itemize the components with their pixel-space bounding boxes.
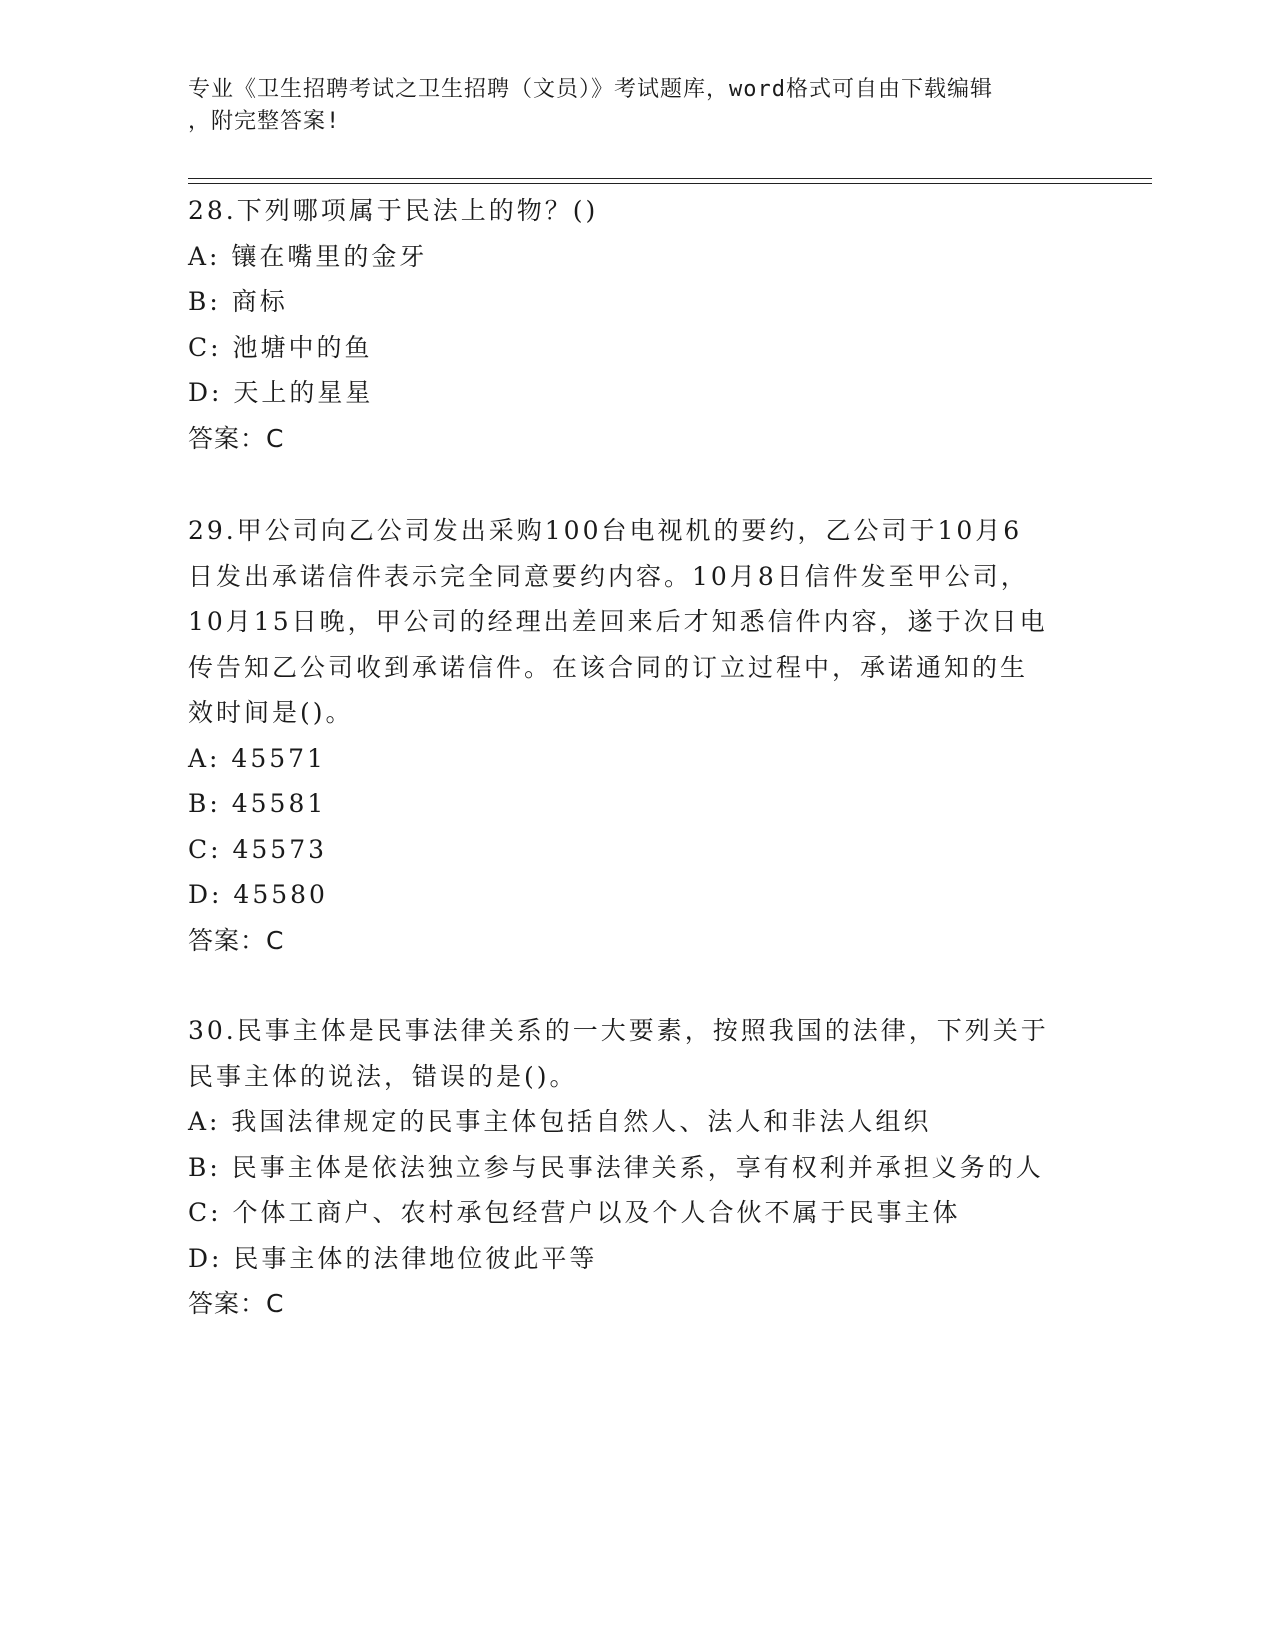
header-line-2: ，附完整答案! [188,109,341,134]
question-29 [188,508,1088,963]
option-c: C: 45573 [188,834,328,864]
option-b: B: 商标 [188,287,288,316]
option-d: D: 45580 [188,880,328,909]
header-rule-top [188,178,1152,179]
header-line-1: 专业《卫生招聘考试之卫生招聘（文员）》考试题库，word格式可自由下载编辑 [188,77,993,102]
option-c: C: 个体工商户、农村承包经营户以及个人合伙不属于民事主体 [188,1198,961,1227]
option-b: B: 民事主体是依法独立参与民事法律关系，享有权利并承担义务的人 [188,1152,1044,1182]
option-a: A: 镶在嘴里的金牙 [188,241,428,271]
answer-line: 答案：C [188,423,285,453]
question-28 [188,188,1088,461]
document-header [188,74,1068,138]
answer-line: 答案：C [188,925,285,955]
answer-line: 答案：C [188,1289,285,1318]
question-stem-line: 民事主体的说法，错误的是()。 [188,1061,578,1091]
question-stem-line: 传告知乙公司收到承诺信件。在该合同的订立过程中，承诺通知的生 [188,652,1029,682]
option-c: C: 池塘中的鱼 [188,332,373,362]
option-d: D: 民事主体的法律地位彼此平等 [188,1243,598,1273]
question-stem-line: 日发出承诺信件表示完全同意要约内容。10月8日信件发至甲公司， [188,561,1029,591]
question-stem-line: 29.甲公司向乙公司发出采购100台电视机的要约，乙公司于10月6 [188,516,1023,545]
option-a: A: 45571 [188,743,326,773]
question-stem: 28.下列哪项属于民法上的物？() [188,196,599,225]
option-a: A: 我国法律规定的民事主体包括自然人、法人和非法人组织 [188,1107,932,1136]
header-rule-bottom [188,183,1152,184]
question-stem-line: 30.民事主体是民事法律关系的一大要素，按照我国的法律，下列关于 [188,1016,1049,1045]
question-stem-line: 效时间是()。 [188,698,354,727]
option-b: B: 45581 [188,789,327,818]
question-stem-line: 10月15日晚，甲公司的经理出差回来后才知悉信件内容，遂于次日电 [188,607,1048,636]
question-30 [188,1008,1088,1327]
option-d: D: 天上的星星 [188,378,374,407]
